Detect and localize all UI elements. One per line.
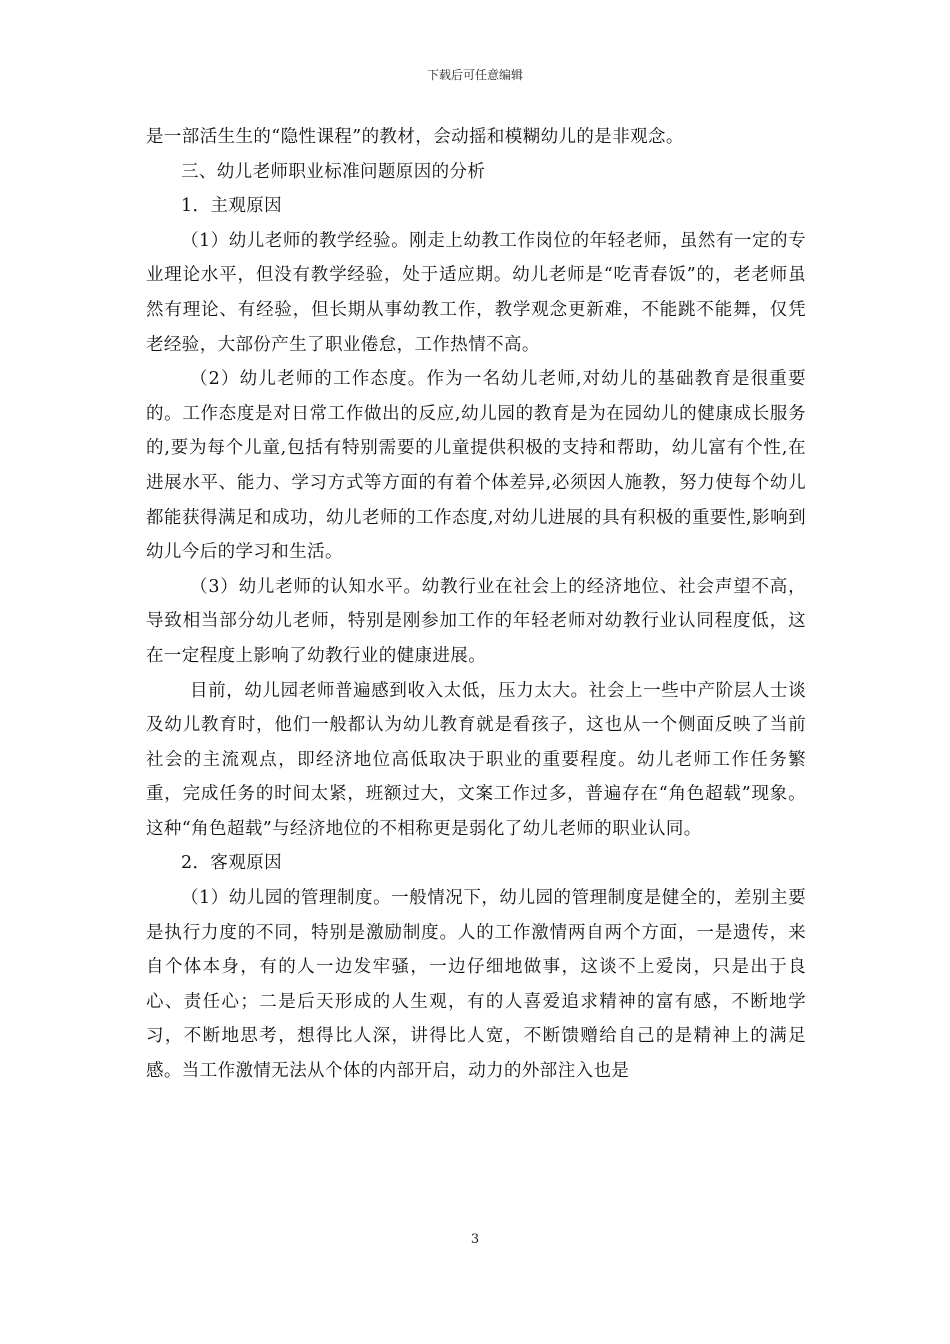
page-header: 下载后可任意编辑 [426, 68, 523, 82]
paragraph-cognition-level: （3）幼儿老师的认知水平。幼教行业在社会上的经济地位、社会声望不高，导致相当部分幼儿老师，特别是刚参加工作的年轻老师对幼教行业认同程度低，这在一定程度上影响了幼教行业的健康进展。 [146, 576, 806, 666]
paragraph-income-pressure: 目前，幼儿园老师普遍感到收入太低，压力太大。社会上一些中产阶层人士谈及幼儿教育时，他们一般都认为幼儿教育就是看孩子，这也从一个侧面反映了当前社会的主流观点，即经济地位高低取决于职业的重要程度。幼儿老师工作任务繁重，完成任务的时间太紧，班额过大，文案工作过多，普遍存在“角色超载”现象。这种“角色超载”与经济地位的不相称更是弱化了幼儿老师的职业认同。 [146, 680, 806, 839]
section-heading-3: 三、幼儿老师职业标准问题原因的分析 [181, 161, 486, 182]
subsection-heading-subjective: 1．主观原因 [181, 196, 283, 217]
paragraph-management-system: （1）幼儿园的管理制度。一般情况下，幼儿园的管理制度是健全的，差别主要是执行力度的不同，特别是激励制度。人的工作激情两自两个方面，一是遗传，来自个体本身，有的人一边发牢骚，一边仔细地做事，这谈不上爱岗，只是出于良心、责任心；二是后天形成的人生观，有的人喜爱追求精神的富有感，不断地学习，不断地思考，想得比人深，讲得比人宽，不断馈赠给自己的是精神上的满足感。当工作激情无法从个体的内部开启，动力的外部注入也是 [146, 888, 806, 1082]
subsection-heading-objective: 2．客观原因 [181, 853, 283, 874]
paragraph-teaching-experience: （1）幼儿老师的教学经验。刚走上幼教工作岗位的年轻老师，虽然有一定的专业理论水平，但没有教学经验，处于适应期。幼儿老师是“吃青春饭”的，老老师虽然有理论、有经验，但长期从事幼教工作，教学观念更新难，不能跳不能舞，仅凭老经验，大部份产生了职业倦怠，工作热情不高。 [146, 230, 806, 355]
page-number: 3 [470, 1232, 480, 1247]
paragraph-continuation: 是一部活生生的“隐性课程”的教材，会动摇和模糊幼儿的是非观念。 [146, 127, 684, 147]
paragraph-work-attitude: （2）幼儿老师的工作态度。作为一名幼儿老师,对幼儿的基础教育是很重要的。工作态度是对日常工作做出的反应,幼儿园的教育是为在园幼儿的健康成长服务的,要为每个儿童,包括有特别需要的儿童提供积极的支持和帮助，幼儿富有个性,在进展水平、能力、学习方式等方面的有着个体差异,必须因人施教，努力使每个幼儿都能获得满足和成功，幼儿老师的工作态度,对幼儿进展的具有积极的重要性,影响到幼儿今后的学习和生活。 [146, 369, 806, 563]
document-body [146, 120, 806, 1089]
